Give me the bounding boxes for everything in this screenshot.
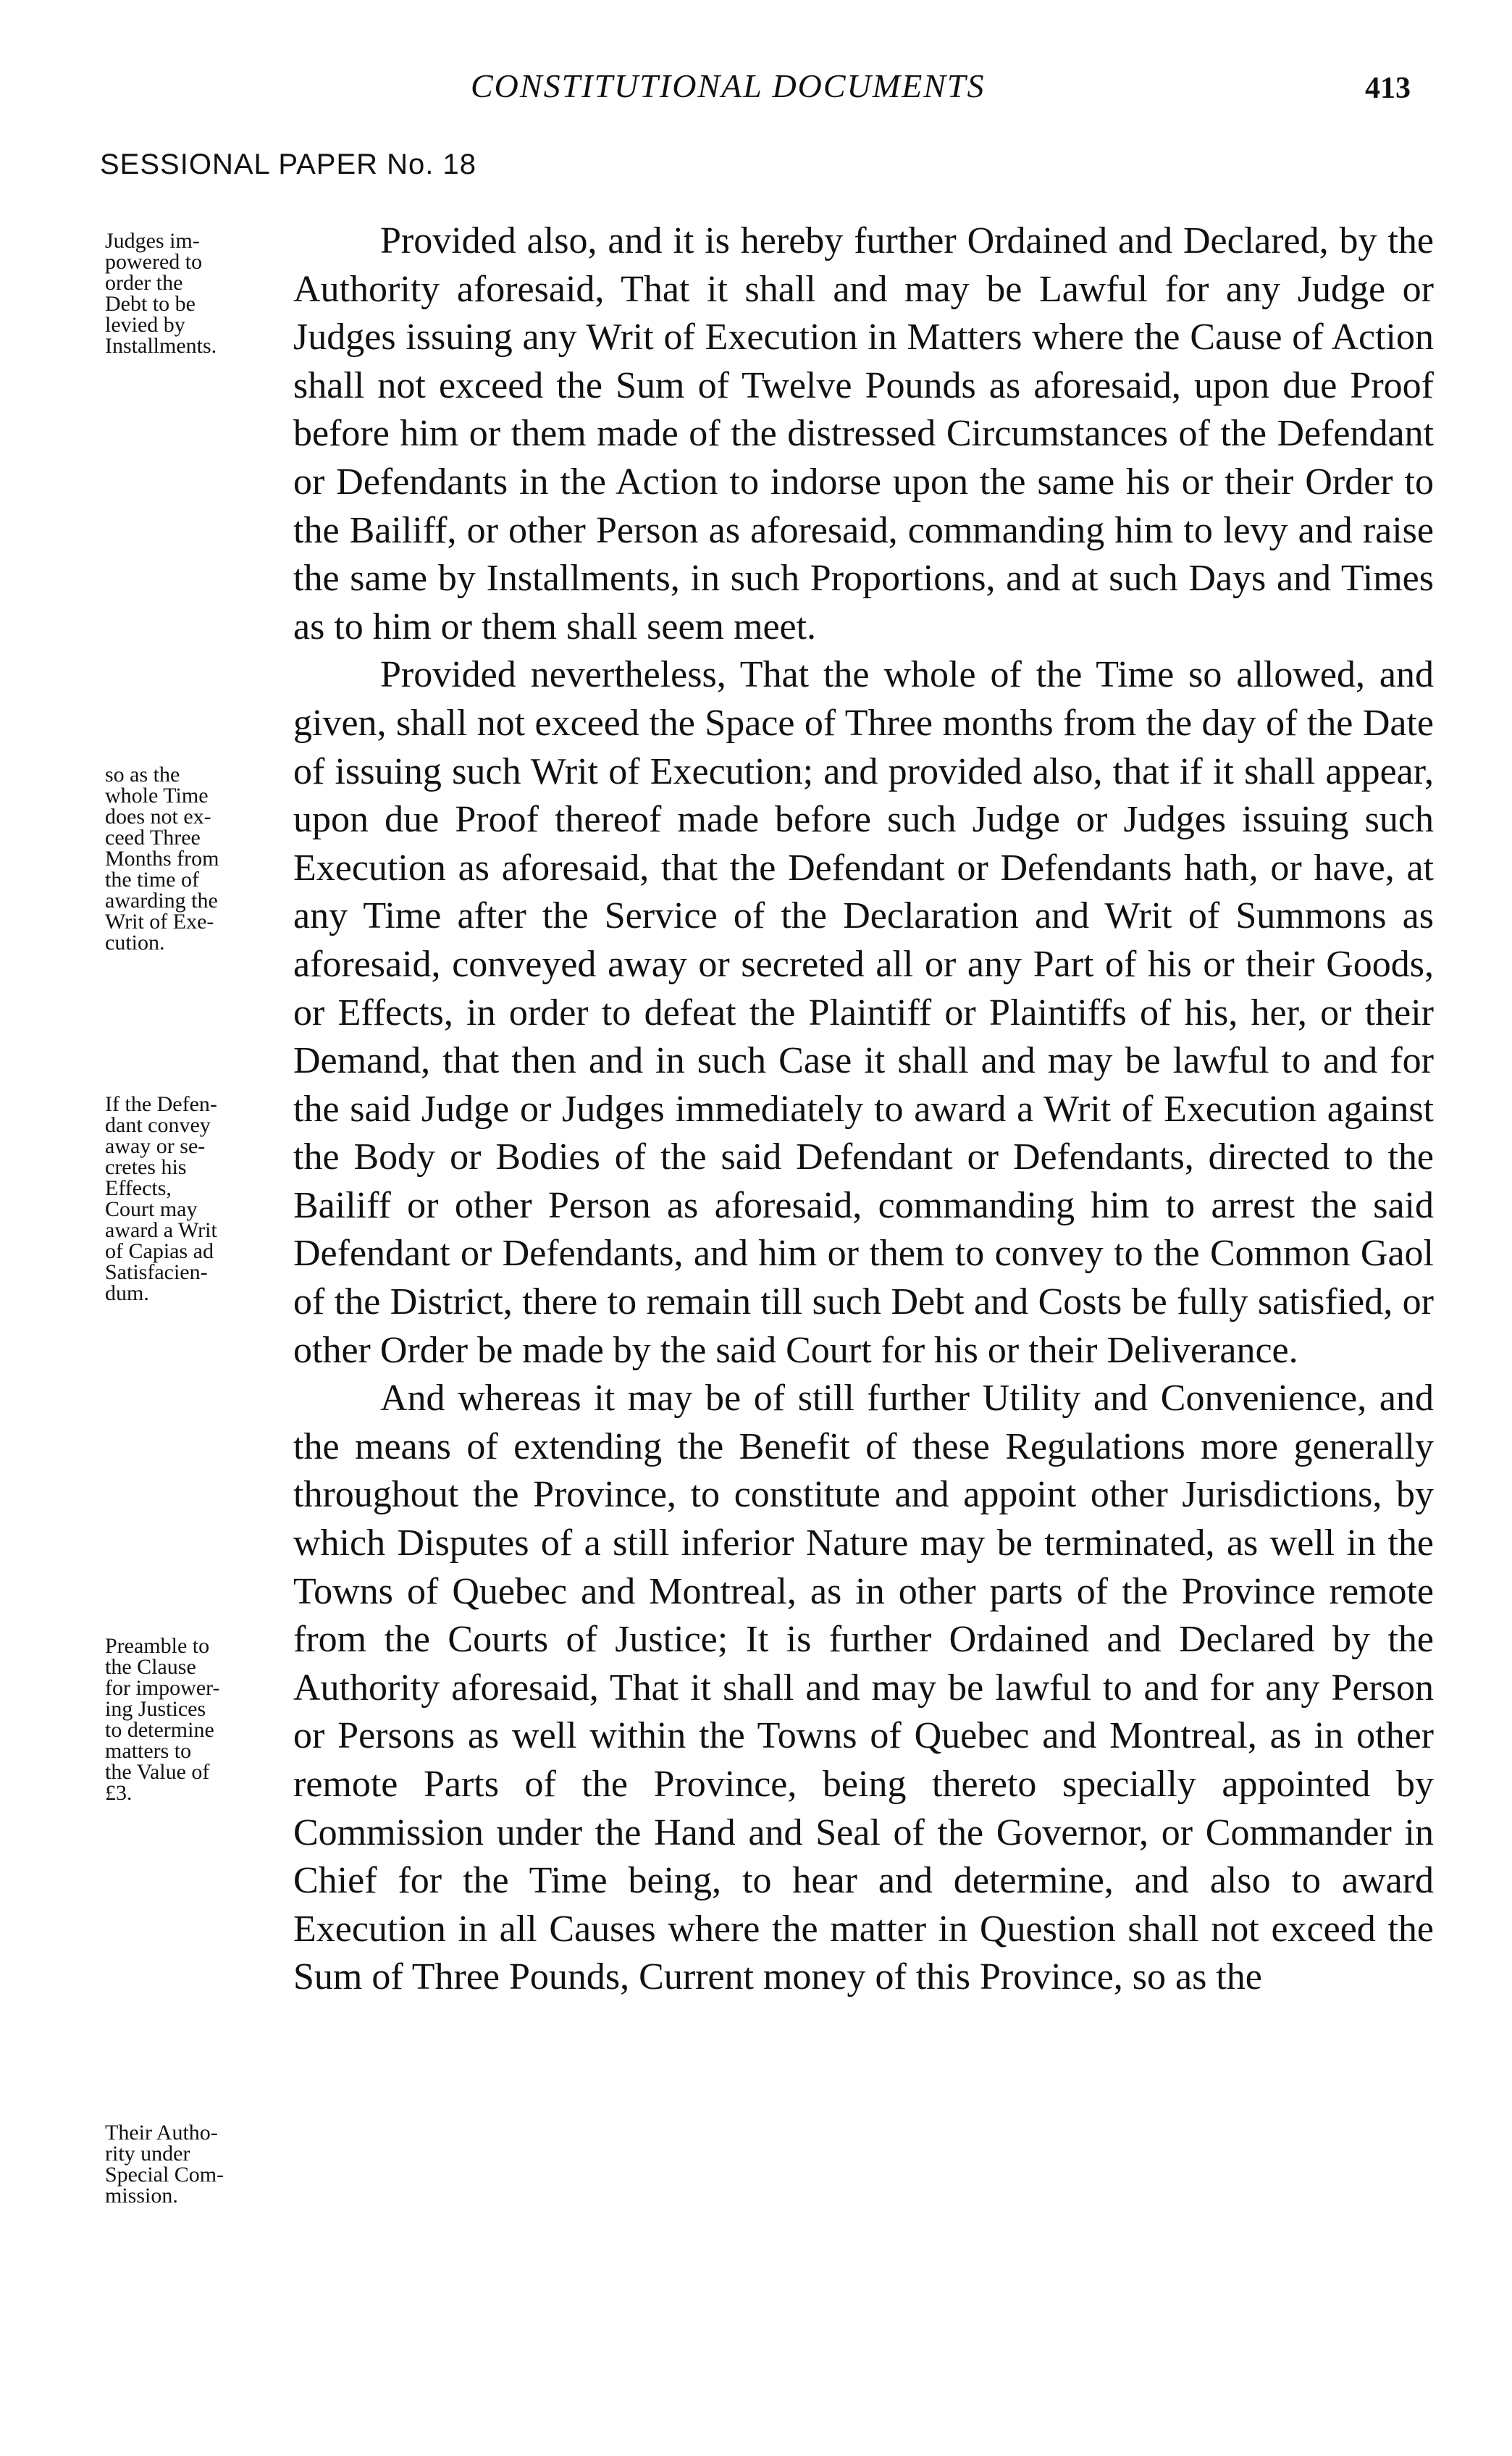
body-text — [293, 217, 1434, 2002]
margin-note: If the Defen- dant convey away or se- cretes his Effects, Court may award a Writ of Capias ad Satisfacien- dum. — [105, 1092, 217, 1305]
sessional-paper-label: SESSIONAL PAPER No. 18 — [100, 148, 476, 180]
paragraph: Provided also, and it is hereby further Ordained and Declared, by the Authority aforesaid, That it shall and may be Lawful for any Judge or Judges issuing any Writ of Execution in Matters where the Cause of Action shall not exceed the Sum of Twelve Pounds as aforesaid, upon due Proof before him or them made of the distressed Circumstances of the Defendant or Defendants in the Action to indorse upon the same his or their Order to the Bailiff, or other Person as aforesaid, commanding him to levy and raise the same by Installments, in such Proportions, and at such Days and Times as to him or them shall seem meet. — [293, 220, 1434, 647]
margin-note: Judges im- powered to order the Debt to be levied by Installments. — [105, 229, 217, 358]
page-number: 413 — [1365, 72, 1411, 105]
running-title: CONSTITUTIONAL DOCUMENTS — [471, 67, 986, 104]
paragraph: Provided nevertheless, That the whole of the Time so allowed, and given, shall not exceed the Space of Three months from the day of the Date of issuing such Writ of Execution; and provided also, that if it shall appear, upon due Proof thereof made before such Judge or Judges issuing such Execution as aforesaid, that the Defendant or Defendants hath, or have, at any Time after the Service of the Declaration and Writ of Summons as aforesaid, conveyed away or secreted all or any Part of his or their Goods, or Effects, in order to defeat the Plaintiff or Plaintiffs of his, her, or their Demand, that then and in such Case it shall and may be lawful to and for the said Judge or Judges immediately to award a Writ of Execution against the Body or Bodies of the said Defendant or Defendants, directed to the Bailiff or other Person as aforesaid, commanding him to arrest the said Defendant or Defendants, and him or them to convey to the Common Gaol of the District, there to remain till such Debt and Costs be fully satisfied, or other Order be made by the said Court for his or their Deliverance. — [293, 654, 1434, 1371]
margin-note: so as the whole Time does not ex- ceed Three Months from the time of awarding the Writ of Exe- cution. — [105, 763, 219, 955]
margin-note: Their Autho- rity under Special Com- mission. — [105, 2121, 224, 2208]
paragraph: And whereas it may be of still further Utility and Convenience, and the means of extending the Benefit of these Regulations more generally throughout the Province, to constitute and appoint other Jurisdictions, by which Disputes of a still inferior Nature may be terminated, as well in the Towns of Quebec and Montreal, as in other parts of the Province remote from the Courts of Justice; It is further Ordained and Declared by the Authority aforesaid, That it shall and may be lawful to and for any Person or Persons as well within the Towns of Quebec and Montreal, as in other remote Parts of the Province, being thereto specially appointed by Commission under the Hand and Seal of the Governor, or Commander in Chief for the Time being, to hear and determine, and also to award Execution in all Causes where the matter in Question shall not exceed the Sum of Three Pounds, Current money of this Province, so as the — [293, 1378, 1434, 1998]
margin-note: Preamble to the Clause for impower- ing Justices to determine matters to the Value of £3. — [105, 1634, 220, 1805]
